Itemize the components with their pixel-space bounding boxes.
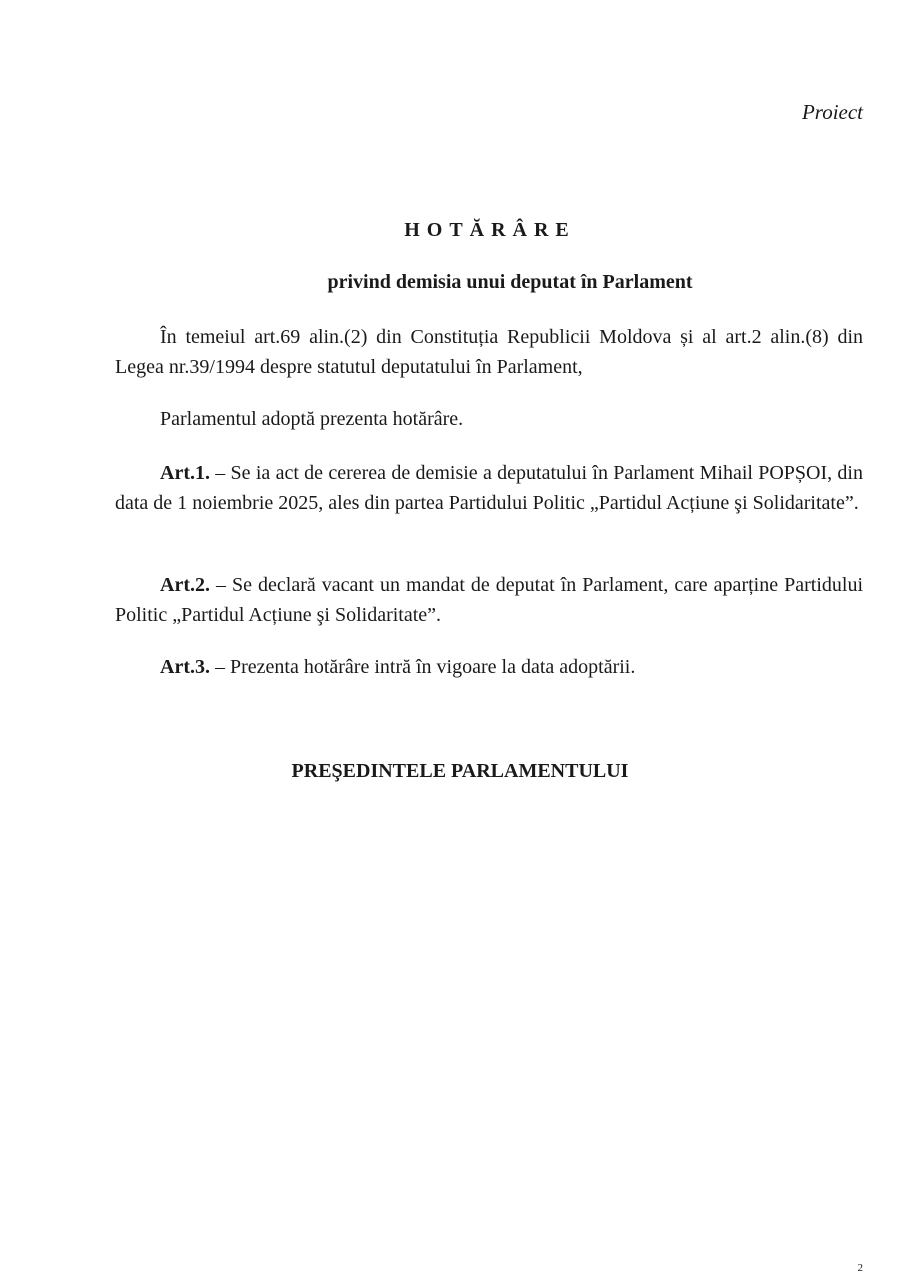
article-1-label: Art.1. — [160, 462, 210, 484]
preamble-text: În temeiul art.69 alin.(2) din Constituția Republicii Moldova și al art.2 alin.(8) din Legea nr.39/1994 despre statutul deputatului în Parlament, — [115, 326, 863, 378]
adoption-text: Parlamentul adoptă prezenta hotărâre. — [160, 408, 464, 430]
article-2-text: – Se declară vacant un mandat de deputat în Parlament, care aparține Partidului Politic „Partidul Acțiune şi Solidaritate”. — [115, 574, 863, 626]
document-title: HOTĂRÂRE — [404, 219, 576, 241]
signature-line: PREŞEDINTELE PARLAMENTULUI — [291, 760, 629, 782]
article-2 — [115, 570, 863, 630]
document-subtitle: privind demisia unui deputat în Parlament — [327, 271, 693, 293]
article-2-label: Art.2. — [160, 574, 210, 596]
article-1 — [115, 458, 863, 518]
preamble-section — [115, 322, 863, 382]
adoption-section — [115, 404, 863, 434]
article-3-label: Art.3. — [160, 656, 210, 678]
article-3 — [115, 652, 863, 682]
article-3-text: – Prezenta hotărâre intră în vigoare la data adoptării. — [209, 656, 636, 678]
article-1-text: – Se ia act de cererea de demisie a deputatului în Parlament Mihail POPȘOI, din data de 1 noiembrie 2025, ales din partea Partidului Politic „Partidul Acțiune şi Solidaritate”. — [115, 462, 863, 514]
draft-label: Proiect — [801, 100, 863, 124]
page-number: 2 — [857, 1262, 863, 1274]
